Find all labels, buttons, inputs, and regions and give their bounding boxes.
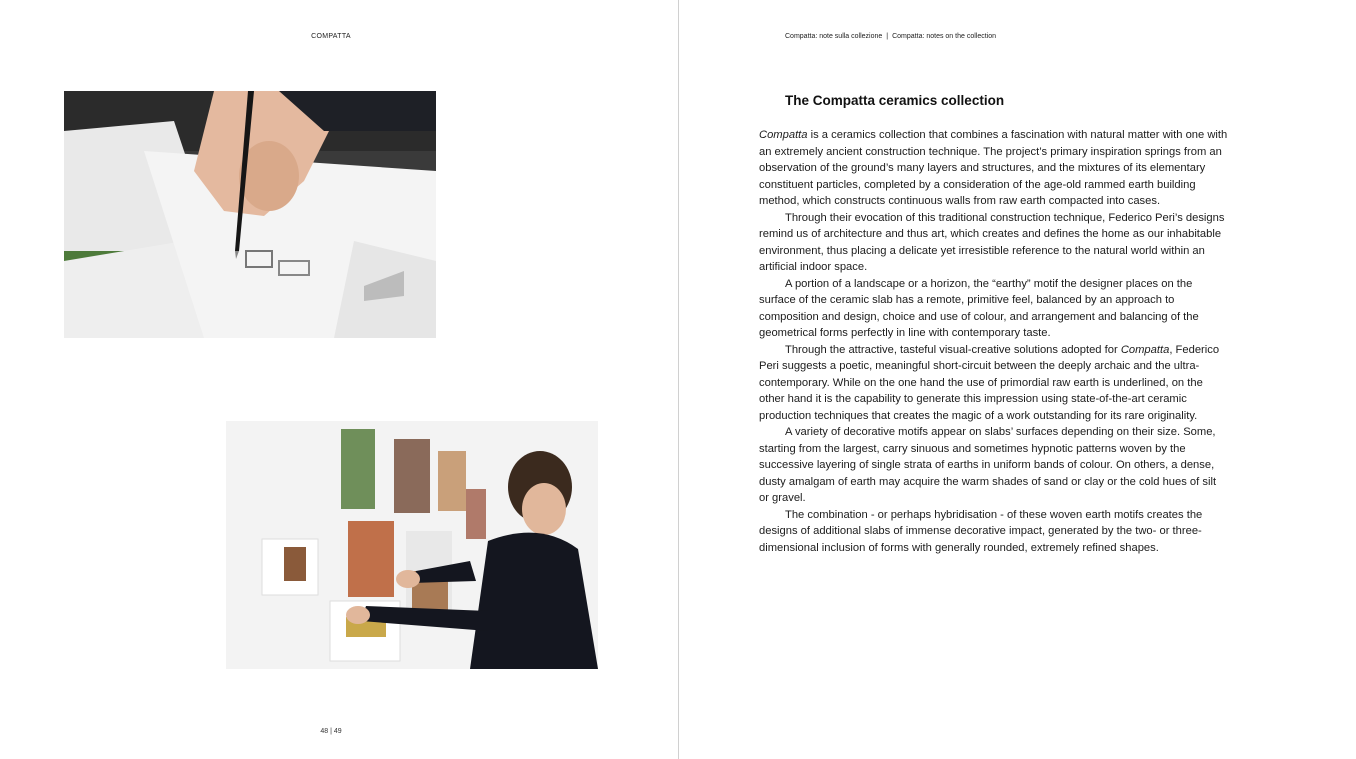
paragraph-1-text: is a ceramics collection that combines a fascination with natural matter with one with an extremely ancient construction technique. The project’s primary inspiration springs from an observation of the ground’s many layers and structures, and the mixtures of its elementary constituent particles, completed by a consideration of the age-old rammed earth building method, which constructs continuous walls from raw earth compacted into cases. bbox=[759, 129, 1228, 207]
photo-hand-sketching bbox=[64, 91, 436, 338]
running-head-separator: | bbox=[886, 33, 889, 40]
running-head-italian: Compatta: note sulla collezione bbox=[785, 33, 883, 40]
paragraph-6: The combination - or perhaps hybridisation - of these woven earth motifs creates the designs of additional slabs of immense decorative impact, generated by the two- or three-dimensional inclusion of forms with generally rounded, extremely refined shapes. bbox=[759, 508, 1203, 554]
paragraph-4 bbox=[759, 342, 1229, 425]
page-number: 48 | 49 bbox=[320, 728, 342, 735]
running-head-english: Compatta: notes on the collection bbox=[892, 33, 997, 40]
right-page bbox=[679, 0, 1356, 759]
paragraph-2: Through their evocation of this traditional construction technique, Federico Peri’s designs remind us of architecture and thus art, which creates and defines the home as our inhabitable environment, thus placing a delicate yet irresistible reference to the natural world within an artificial indoor space. bbox=[759, 211, 1225, 273]
photo-designer-moodboard bbox=[226, 421, 598, 669]
paragraph-4-after: , Federico Peri suggests a poetic, meaningful short-circuit between the deeply archaic and the ultra-contemporary. While on the one hand the use of primordial raw earth is underlined, on the other hand it is the capability to generate this impression using state-of-the-art ceramic production techniques that creates the magic of a work outstanding for its rare originality. bbox=[759, 343, 1220, 422]
running-head-right bbox=[785, 33, 996, 40]
emphasis-compatta: Compatta bbox=[759, 129, 808, 141]
paragraph-5: A variety of decorative motifs appear on slabs’ surfaces depending on their size. Some, starting from the largest, carry sinuous and sometimes hypnotic patterns woven by the successive layering of single strata of earths in uniform bands of colour. On others, a dense, dusty amalgam of earth may acquire the warm shades of sand or clay or the cold hues of silt or gravel. bbox=[759, 426, 1217, 504]
paragraph-1 bbox=[759, 127, 1229, 210]
article-title: The Compatta ceramics collection bbox=[785, 93, 1005, 108]
paragraph-4-before: Through the attractive, tasteful visual-creative solutions adopted for bbox=[785, 343, 1121, 356]
paragraph-3: A portion of a landscape or a horizon, the “earthy” motif the designer places on the surface of the ceramic slab has a remote, primitive feel, balanced by an approach to composition and design, choice and use of colour, and arrangement and balancing of the geometrical forms perfectly in line with contemporary taste. bbox=[759, 277, 1199, 339]
running-head-left: COMPATTA bbox=[311, 33, 351, 40]
article-body bbox=[759, 127, 1229, 556]
emphasis-compatta: Compatta bbox=[1120, 343, 1170, 356]
